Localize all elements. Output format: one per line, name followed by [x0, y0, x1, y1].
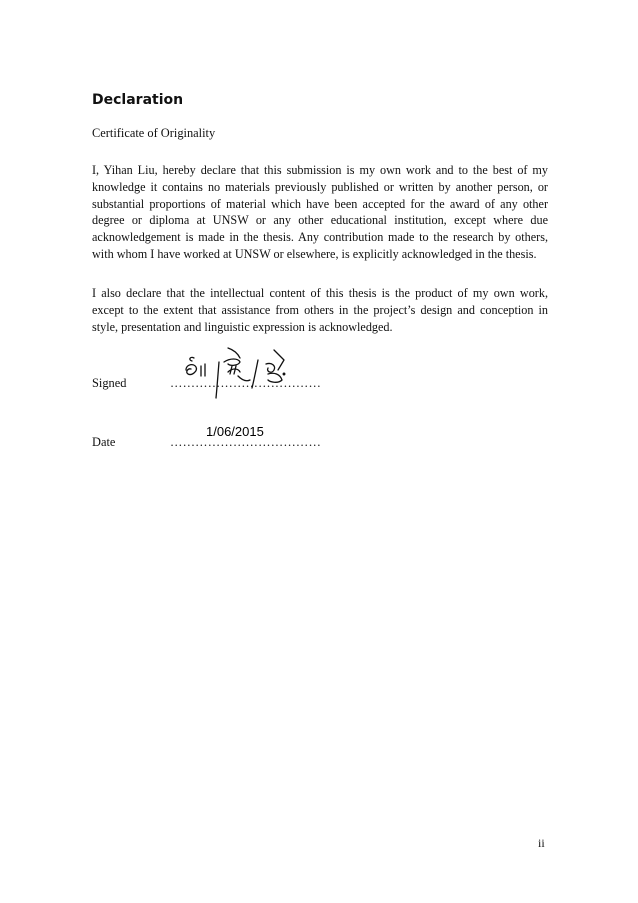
declaration-paragraph-2: I also declare that the intellectual content of this thesis is the product of my own work, except to the extent that assistance from others in the project’s design and conception in style, presentation and linguistic expression is acknowledged.: [92, 286, 548, 334]
signature-line: ………………………………: [170, 376, 322, 390]
date-label: Date: [92, 435, 116, 449]
date-line: ………………………………: [170, 435, 322, 449]
page-number: ii: [538, 836, 545, 850]
page-title: Declaration: [92, 92, 184, 108]
subheading: Certificate of Originality: [92, 126, 216, 140]
signed-label: Signed: [92, 376, 127, 390]
date-value: 1/06/2015: [206, 424, 264, 439]
declaration-paragraph-1: I, Yihan Liu, hereby declare that this submission is my own work and to the best of my knowledge it contains no materials previously published or written by another person, or substantial proportions of material which have been accepted for the award of any other degree or diploma at UNSW or any other educational institution, except where due acknowledgement is made in the thesis. Any contribution made to the research by others, with whom I have worked at UNSW or elsewhere, is explicitly acknowledged in the thesis.: [92, 163, 548, 261]
handwritten-signature-icon: [180, 336, 300, 400]
